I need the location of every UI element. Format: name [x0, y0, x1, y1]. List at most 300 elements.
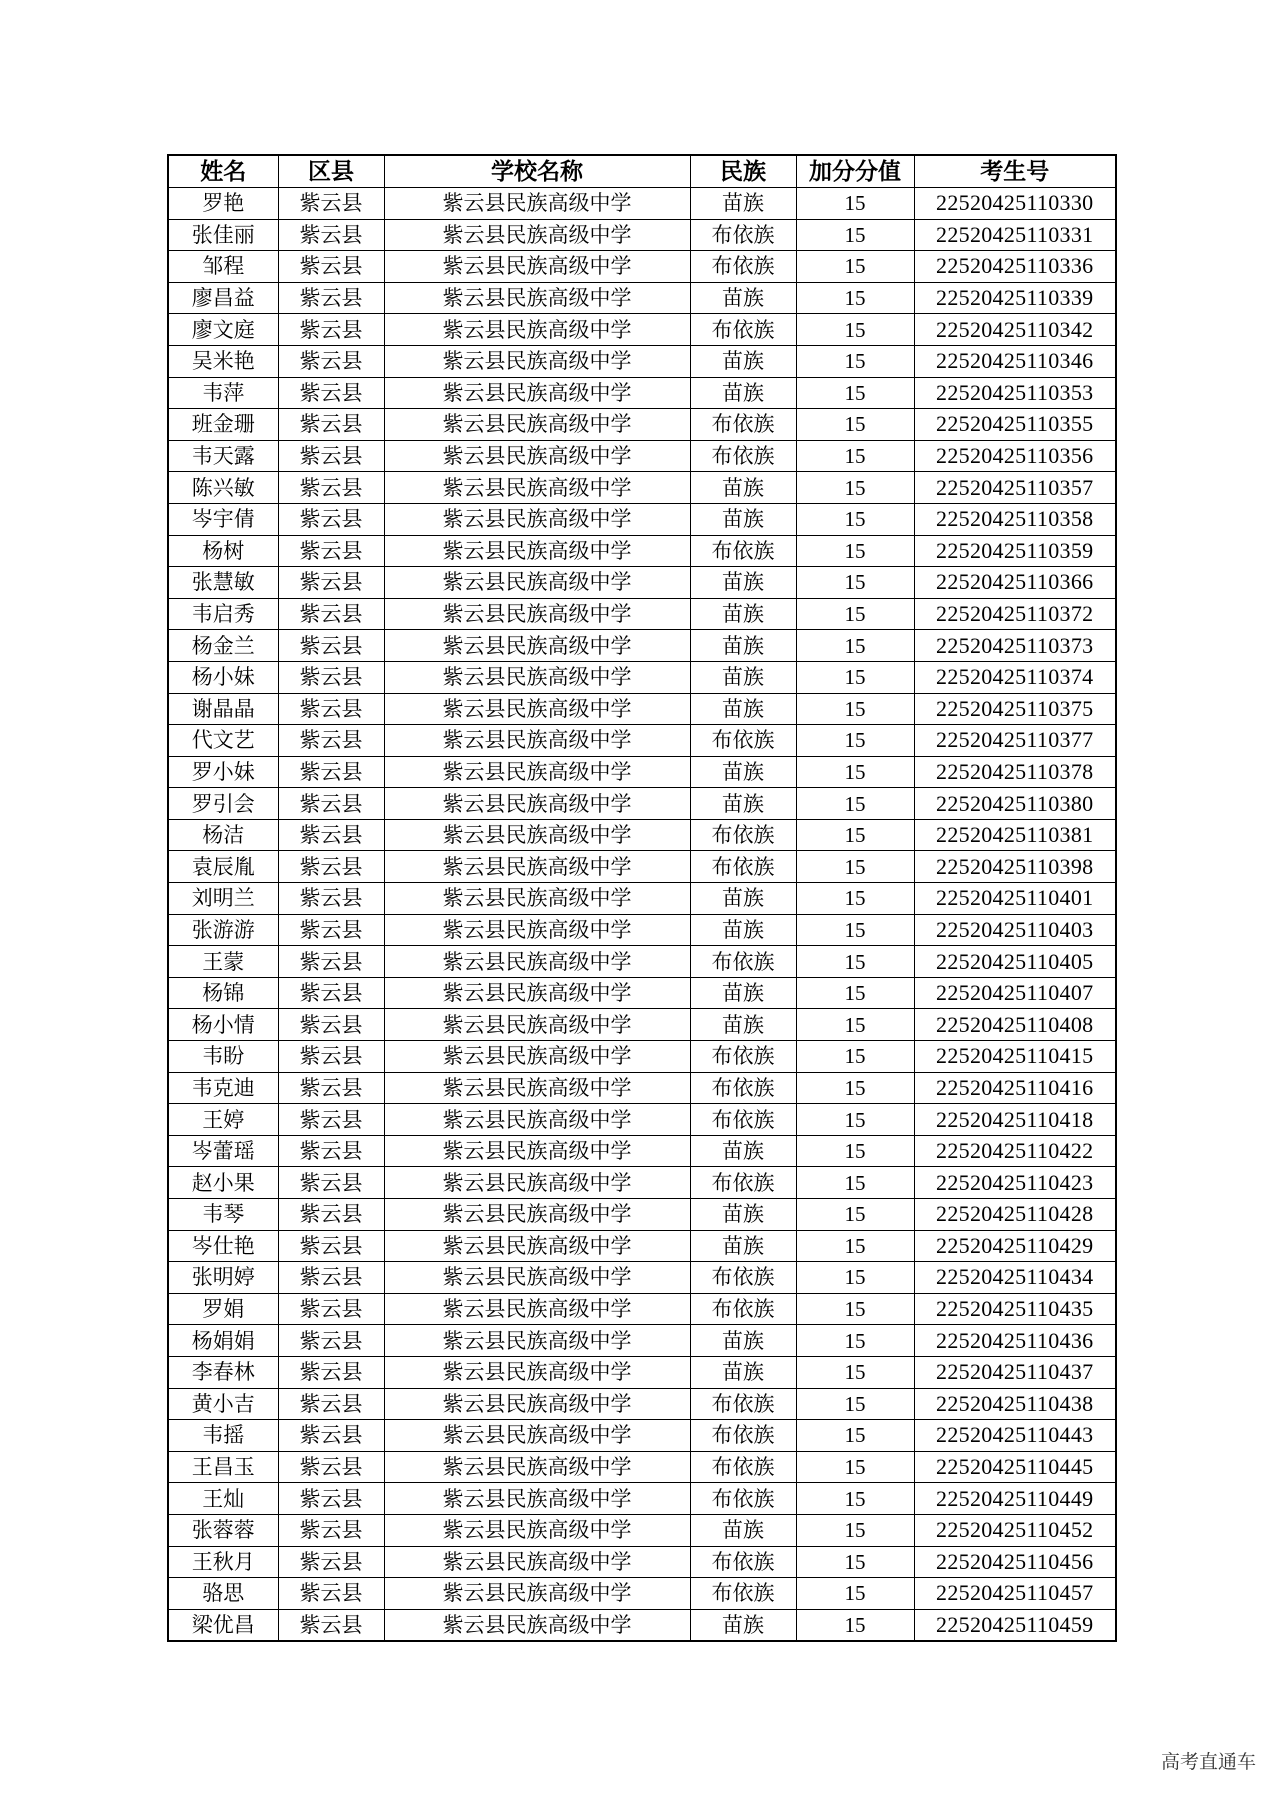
cell-name: 黄小吉 — [168, 1388, 278, 1420]
cell-bonus: 15 — [796, 503, 914, 535]
cell-school: 紫云县民族高级中学 — [384, 377, 690, 409]
cell-county: 紫云县 — [278, 1514, 384, 1546]
cell-bonus: 15 — [796, 1325, 914, 1357]
cell-school: 紫云县民族高级中学 — [384, 1356, 690, 1388]
header-bonus: 加分分值 — [796, 155, 914, 188]
cell-school: 紫云县民族高级中学 — [384, 914, 690, 946]
table-row — [168, 1167, 1116, 1199]
table-row — [168, 1356, 1116, 1388]
table-row — [168, 1104, 1116, 1136]
cell-ethnicity: 苗族 — [690, 630, 796, 662]
cell-county: 紫云县 — [278, 1420, 384, 1452]
cell-county: 紫云县 — [278, 1199, 384, 1231]
cell-ethnicity: 苗族 — [690, 883, 796, 915]
cell-exam-id: 22520425110408 — [914, 1009, 1116, 1041]
cell-county: 紫云县 — [278, 219, 384, 251]
cell-exam-id: 22520425110428 — [914, 1199, 1116, 1231]
cell-school: 紫云县民族高级中学 — [384, 977, 690, 1009]
cell-name: 罗引会 — [168, 788, 278, 820]
cell-name: 张明婷 — [168, 1262, 278, 1294]
cell-bonus: 15 — [796, 630, 914, 662]
cell-name: 岑宇倩 — [168, 503, 278, 535]
cell-school: 紫云县民族高级中学 — [384, 535, 690, 567]
table-row — [168, 725, 1116, 757]
cell-county: 紫云县 — [278, 693, 384, 725]
cell-county: 紫云县 — [278, 1388, 384, 1420]
cell-exam-id: 22520425110459 — [914, 1609, 1116, 1641]
cell-school: 紫云县民族高级中学 — [384, 1293, 690, 1325]
cell-name: 韦克迪 — [168, 1072, 278, 1104]
table-row — [168, 1514, 1116, 1546]
table-row — [168, 1072, 1116, 1104]
cell-county: 紫云县 — [278, 977, 384, 1009]
cell-county: 紫云县 — [278, 440, 384, 472]
table-row — [168, 567, 1116, 599]
cell-ethnicity: 苗族 — [690, 598, 796, 630]
cell-name: 韦琴 — [168, 1199, 278, 1231]
cell-school: 紫云县民族高级中学 — [384, 1199, 690, 1231]
cell-county: 紫云县 — [278, 756, 384, 788]
cell-school: 紫云县民族高级中学 — [384, 1420, 690, 1452]
cell-county: 紫云县 — [278, 314, 384, 346]
cell-name: 王灿 — [168, 1483, 278, 1515]
table-row — [168, 1609, 1116, 1641]
cell-ethnicity: 苗族 — [690, 1514, 796, 1546]
cell-bonus: 15 — [796, 1262, 914, 1294]
cell-bonus: 15 — [796, 377, 914, 409]
cell-school: 紫云县民族高级中学 — [384, 1388, 690, 1420]
cell-name: 邹程 — [168, 251, 278, 283]
cell-name: 岑蕾瑶 — [168, 1135, 278, 1167]
cell-school: 紫云县民族高级中学 — [384, 251, 690, 283]
cell-ethnicity: 苗族 — [690, 345, 796, 377]
cell-school: 紫云县民族高级中学 — [384, 440, 690, 472]
cell-exam-id: 22520425110452 — [914, 1514, 1116, 1546]
cell-county: 紫云县 — [278, 1009, 384, 1041]
cell-ethnicity: 苗族 — [690, 1199, 796, 1231]
table-row — [168, 1420, 1116, 1452]
cell-bonus: 15 — [796, 788, 914, 820]
cell-bonus: 15 — [796, 1135, 914, 1167]
cell-county: 紫云县 — [278, 1104, 384, 1136]
table-row — [168, 1483, 1116, 1515]
cell-ethnicity: 布依族 — [690, 1262, 796, 1294]
cell-name: 代文艺 — [168, 725, 278, 757]
table-row — [168, 661, 1116, 693]
table-row — [168, 1009, 1116, 1041]
cell-bonus: 15 — [796, 1104, 914, 1136]
cell-school: 紫云县民族高级中学 — [384, 725, 690, 757]
cell-exam-id: 22520425110443 — [914, 1420, 1116, 1452]
cell-ethnicity: 苗族 — [690, 977, 796, 1009]
cell-bonus: 15 — [796, 1483, 914, 1515]
table-row — [168, 1041, 1116, 1073]
table-row — [168, 851, 1116, 883]
table-row — [168, 314, 1116, 346]
table-row — [168, 914, 1116, 946]
header-school: 学校名称 — [384, 155, 690, 188]
cell-ethnicity: 苗族 — [690, 1230, 796, 1262]
cell-name: 赵小果 — [168, 1167, 278, 1199]
cell-name: 吴米艳 — [168, 345, 278, 377]
table-row — [168, 1293, 1116, 1325]
cell-ethnicity: 布依族 — [690, 819, 796, 851]
cell-ethnicity: 苗族 — [690, 788, 796, 820]
cell-county: 紫云县 — [278, 567, 384, 599]
cell-name: 班金珊 — [168, 409, 278, 441]
cell-ethnicity: 布依族 — [690, 851, 796, 883]
cell-county: 紫云县 — [278, 1230, 384, 1262]
table-row — [168, 472, 1116, 504]
cell-ethnicity: 布依族 — [690, 725, 796, 757]
cell-school: 紫云县民族高级中学 — [384, 567, 690, 599]
table-row — [168, 788, 1116, 820]
cell-county: 紫云县 — [278, 914, 384, 946]
cell-school: 紫云县民族高级中学 — [384, 1009, 690, 1041]
table-body — [168, 188, 1116, 1642]
cell-school: 紫云县民族高级中学 — [384, 630, 690, 662]
cell-ethnicity: 布依族 — [690, 1546, 796, 1578]
cell-exam-id: 22520425110380 — [914, 788, 1116, 820]
cell-county: 紫云县 — [278, 251, 384, 283]
cell-ethnicity: 布依族 — [690, 1041, 796, 1073]
cell-county: 紫云县 — [278, 503, 384, 535]
cell-school: 紫云县民族高级中学 — [384, 1104, 690, 1136]
table-row — [168, 693, 1116, 725]
cell-school: 紫云县民族高级中学 — [384, 314, 690, 346]
cell-county: 紫云县 — [278, 345, 384, 377]
table-row — [168, 1578, 1116, 1610]
cell-name: 杨金兰 — [168, 630, 278, 662]
table-row — [168, 503, 1116, 535]
cell-bonus: 15 — [796, 1230, 914, 1262]
cell-name: 王婷 — [168, 1104, 278, 1136]
cell-county: 紫云县 — [278, 1293, 384, 1325]
cell-name: 廖昌益 — [168, 282, 278, 314]
cell-school: 紫云县民族高级中学 — [384, 1167, 690, 1199]
cell-bonus: 15 — [796, 1420, 914, 1452]
cell-ethnicity: 苗族 — [690, 1609, 796, 1641]
cell-ethnicity: 苗族 — [690, 1009, 796, 1041]
cell-school: 紫云县民族高级中学 — [384, 188, 690, 220]
cell-exam-id: 22520425110398 — [914, 851, 1116, 883]
cell-ethnicity: 苗族 — [690, 1356, 796, 1388]
cell-name: 李春林 — [168, 1356, 278, 1388]
cell-bonus: 15 — [796, 1041, 914, 1073]
cell-exam-id: 22520425110418 — [914, 1104, 1116, 1136]
cell-ethnicity: 布依族 — [690, 946, 796, 978]
cell-ethnicity: 布依族 — [690, 1578, 796, 1610]
cell-county: 紫云县 — [278, 472, 384, 504]
cell-name: 陈兴敏 — [168, 472, 278, 504]
cell-ethnicity: 布依族 — [690, 1072, 796, 1104]
cell-bonus: 15 — [796, 188, 914, 220]
cell-exam-id: 22520425110401 — [914, 883, 1116, 915]
cell-ethnicity: 布依族 — [690, 409, 796, 441]
header-exam-id: 考生号 — [914, 155, 1116, 188]
cell-county: 紫云县 — [278, 1041, 384, 1073]
cell-school: 紫云县民族高级中学 — [384, 1578, 690, 1610]
cell-bonus: 15 — [796, 1356, 914, 1388]
cell-school: 紫云县民族高级中学 — [384, 409, 690, 441]
cell-name: 袁辰胤 — [168, 851, 278, 883]
cell-county: 紫云县 — [278, 1578, 384, 1610]
cell-name: 韦盼 — [168, 1041, 278, 1073]
cell-county: 紫云县 — [278, 1167, 384, 1199]
cell-ethnicity: 苗族 — [690, 1135, 796, 1167]
cell-exam-id: 22520425110403 — [914, 914, 1116, 946]
cell-exam-id: 22520425110359 — [914, 535, 1116, 567]
cell-bonus: 15 — [796, 1167, 914, 1199]
cell-exam-id: 22520425110356 — [914, 440, 1116, 472]
cell-exam-id: 22520425110456 — [914, 1546, 1116, 1578]
cell-school: 紫云县民族高级中学 — [384, 693, 690, 725]
cell-ethnicity: 苗族 — [690, 282, 796, 314]
cell-ethnicity: 布依族 — [690, 1388, 796, 1420]
cell-bonus: 15 — [796, 251, 914, 283]
cell-exam-id: 22520425110373 — [914, 630, 1116, 662]
cell-ethnicity: 苗族 — [690, 188, 796, 220]
cell-school: 紫云县民族高级中学 — [384, 661, 690, 693]
cell-ethnicity: 布依族 — [690, 1167, 796, 1199]
cell-exam-id: 22520425110377 — [914, 725, 1116, 757]
cell-ethnicity: 苗族 — [690, 503, 796, 535]
table-row — [168, 946, 1116, 978]
cell-school: 紫云县民族高级中学 — [384, 819, 690, 851]
cell-bonus: 15 — [796, 345, 914, 377]
cell-bonus: 15 — [796, 819, 914, 851]
cell-county: 紫云县 — [278, 1451, 384, 1483]
cell-school: 紫云县民族高级中学 — [384, 1135, 690, 1167]
cell-ethnicity: 苗族 — [690, 914, 796, 946]
cell-ethnicity: 苗族 — [690, 756, 796, 788]
cell-county: 紫云县 — [278, 1325, 384, 1357]
table-row — [168, 1325, 1116, 1357]
cell-school: 紫云县民族高级中学 — [384, 345, 690, 377]
cell-bonus: 15 — [796, 1609, 914, 1641]
cell-exam-id: 22520425110336 — [914, 251, 1116, 283]
cell-school: 紫云县民族高级中学 — [384, 1230, 690, 1262]
table-row — [168, 251, 1116, 283]
cell-exam-id: 22520425110438 — [914, 1388, 1116, 1420]
cell-name: 杨小妹 — [168, 661, 278, 693]
cell-county: 紫云县 — [278, 535, 384, 567]
cell-exam-id: 22520425110358 — [914, 503, 1116, 535]
header-ethnicity: 民族 — [690, 155, 796, 188]
cell-exam-id: 22520425110445 — [914, 1451, 1116, 1483]
cell-bonus: 15 — [796, 1072, 914, 1104]
cell-ethnicity: 苗族 — [690, 1325, 796, 1357]
cell-ethnicity: 布依族 — [690, 1451, 796, 1483]
table-row — [168, 377, 1116, 409]
cell-exam-id: 22520425110346 — [914, 345, 1116, 377]
cell-county: 紫云县 — [278, 598, 384, 630]
cell-name: 罗艳 — [168, 188, 278, 220]
cell-name: 罗娟 — [168, 1293, 278, 1325]
cell-name: 张佳丽 — [168, 219, 278, 251]
cell-exam-id: 22520425110405 — [914, 946, 1116, 978]
cell-school: 紫云县民族高级中学 — [384, 598, 690, 630]
cell-name: 韦启秀 — [168, 598, 278, 630]
cell-ethnicity: 苗族 — [690, 472, 796, 504]
cell-name: 刘明兰 — [168, 883, 278, 915]
cell-bonus: 15 — [796, 661, 914, 693]
table-row — [168, 977, 1116, 1009]
cell-name: 罗小妹 — [168, 756, 278, 788]
cell-county: 紫云县 — [278, 851, 384, 883]
cell-school: 紫云县民族高级中学 — [384, 1451, 690, 1483]
cell-county: 紫云县 — [278, 377, 384, 409]
cell-bonus: 15 — [796, 282, 914, 314]
cell-name: 张游游 — [168, 914, 278, 946]
table-row — [168, 1230, 1116, 1262]
bonus-points-table — [167, 154, 1117, 1642]
cell-ethnicity: 布依族 — [690, 219, 796, 251]
table-row — [168, 440, 1116, 472]
cell-bonus: 15 — [796, 472, 914, 504]
cell-name: 梁优昌 — [168, 1609, 278, 1641]
cell-exam-id: 22520425110375 — [914, 693, 1116, 725]
cell-name: 王秋月 — [168, 1546, 278, 1578]
cell-school: 紫云县民族高级中学 — [384, 946, 690, 978]
cell-exam-id: 22520425110372 — [914, 598, 1116, 630]
cell-exam-id: 22520425110415 — [914, 1041, 1116, 1073]
cell-bonus: 15 — [796, 883, 914, 915]
table-row — [168, 282, 1116, 314]
cell-school: 紫云县民族高级中学 — [384, 883, 690, 915]
cell-exam-id: 22520425110434 — [914, 1262, 1116, 1294]
table-row — [168, 345, 1116, 377]
cell-ethnicity: 苗族 — [690, 567, 796, 599]
cell-county: 紫云县 — [278, 1609, 384, 1641]
cell-county: 紫云县 — [278, 946, 384, 978]
cell-ethnicity: 布依族 — [690, 440, 796, 472]
cell-county: 紫云县 — [278, 1356, 384, 1388]
cell-name: 杨洁 — [168, 819, 278, 851]
cell-ethnicity: 苗族 — [690, 661, 796, 693]
cell-exam-id: 22520425110366 — [914, 567, 1116, 599]
cell-name: 韦天露 — [168, 440, 278, 472]
cell-ethnicity: 苗族 — [690, 693, 796, 725]
cell-school: 紫云县民族高级中学 — [384, 219, 690, 251]
cell-exam-id: 22520425110330 — [914, 188, 1116, 220]
cell-school: 紫云县民族高级中学 — [384, 472, 690, 504]
table-row — [168, 1388, 1116, 1420]
cell-bonus: 15 — [796, 756, 914, 788]
cell-exam-id: 22520425110407 — [914, 977, 1116, 1009]
cell-bonus: 15 — [796, 314, 914, 346]
table-row — [168, 1546, 1116, 1578]
table-row — [168, 535, 1116, 567]
cell-school: 紫云县民族高级中学 — [384, 1262, 690, 1294]
cell-county: 紫云县 — [278, 188, 384, 220]
cell-county: 紫云县 — [278, 282, 384, 314]
watermark-text: 高考直通车 — [1160, 1751, 1256, 1773]
cell-exam-id: 22520425110331 — [914, 219, 1116, 251]
table-row — [168, 219, 1116, 251]
cell-bonus: 15 — [796, 409, 914, 441]
table-row — [168, 409, 1116, 441]
table-row — [168, 756, 1116, 788]
cell-name: 骆思 — [168, 1578, 278, 1610]
cell-name: 杨树 — [168, 535, 278, 567]
cell-name: 杨锦 — [168, 977, 278, 1009]
cell-bonus: 15 — [796, 598, 914, 630]
table-row — [168, 1199, 1116, 1231]
cell-exam-id: 22520425110416 — [914, 1072, 1116, 1104]
cell-county: 紫云县 — [278, 661, 384, 693]
cell-county: 紫云县 — [278, 819, 384, 851]
cell-name: 张蓉蓉 — [168, 1514, 278, 1546]
cell-ethnicity: 布依族 — [690, 1483, 796, 1515]
cell-name: 廖文庭 — [168, 314, 278, 346]
cell-name: 张慧敏 — [168, 567, 278, 599]
cell-exam-id: 22520425110381 — [914, 819, 1116, 851]
cell-bonus: 15 — [796, 1199, 914, 1231]
cell-bonus: 15 — [796, 1451, 914, 1483]
cell-bonus: 15 — [796, 535, 914, 567]
cell-name: 杨小情 — [168, 1009, 278, 1041]
cell-name: 岑仕艳 — [168, 1230, 278, 1262]
cell-bonus: 15 — [796, 567, 914, 599]
cell-bonus: 15 — [796, 693, 914, 725]
cell-county: 紫云县 — [278, 1262, 384, 1294]
cell-exam-id: 22520425110378 — [914, 756, 1116, 788]
cell-exam-id: 22520425110437 — [914, 1356, 1116, 1388]
cell-exam-id: 22520425110423 — [914, 1167, 1116, 1199]
cell-exam-id: 22520425110374 — [914, 661, 1116, 693]
cell-school: 紫云县民族高级中学 — [384, 788, 690, 820]
cell-exam-id: 22520425110422 — [914, 1135, 1116, 1167]
cell-ethnicity: 布依族 — [690, 1293, 796, 1325]
table-header-row — [168, 155, 1116, 188]
cell-county: 紫云县 — [278, 630, 384, 662]
cell-county: 紫云县 — [278, 883, 384, 915]
cell-exam-id: 22520425110457 — [914, 1578, 1116, 1610]
cell-name: 王昌玉 — [168, 1451, 278, 1483]
cell-bonus: 15 — [796, 725, 914, 757]
cell-bonus: 15 — [796, 1514, 914, 1546]
table-row — [168, 819, 1116, 851]
cell-ethnicity: 苗族 — [690, 377, 796, 409]
table-row — [168, 1262, 1116, 1294]
cell-bonus: 15 — [796, 1546, 914, 1578]
cell-school: 紫云县民族高级中学 — [384, 503, 690, 535]
cell-bonus: 15 — [796, 1009, 914, 1041]
cell-county: 紫云县 — [278, 1135, 384, 1167]
cell-bonus: 15 — [796, 914, 914, 946]
cell-county: 紫云县 — [278, 1072, 384, 1104]
cell-exam-id: 22520425110449 — [914, 1483, 1116, 1515]
cell-county: 紫云县 — [278, 725, 384, 757]
cell-name: 韦萍 — [168, 377, 278, 409]
cell-bonus: 15 — [796, 851, 914, 883]
cell-county: 紫云县 — [278, 1546, 384, 1578]
cell-school: 紫云县民族高级中学 — [384, 1546, 690, 1578]
cell-exam-id: 22520425110357 — [914, 472, 1116, 504]
cell-exam-id: 22520425110339 — [914, 282, 1116, 314]
cell-bonus: 15 — [796, 977, 914, 1009]
table-row — [168, 883, 1116, 915]
table-row — [168, 1135, 1116, 1167]
table-row — [168, 630, 1116, 662]
cell-school: 紫云县民族高级中学 — [384, 1483, 690, 1515]
cell-ethnicity: 布依族 — [690, 314, 796, 346]
cell-county: 紫云县 — [278, 1483, 384, 1515]
cell-bonus: 15 — [796, 1388, 914, 1420]
cell-exam-id: 22520425110353 — [914, 377, 1116, 409]
cell-ethnicity: 布依族 — [690, 535, 796, 567]
